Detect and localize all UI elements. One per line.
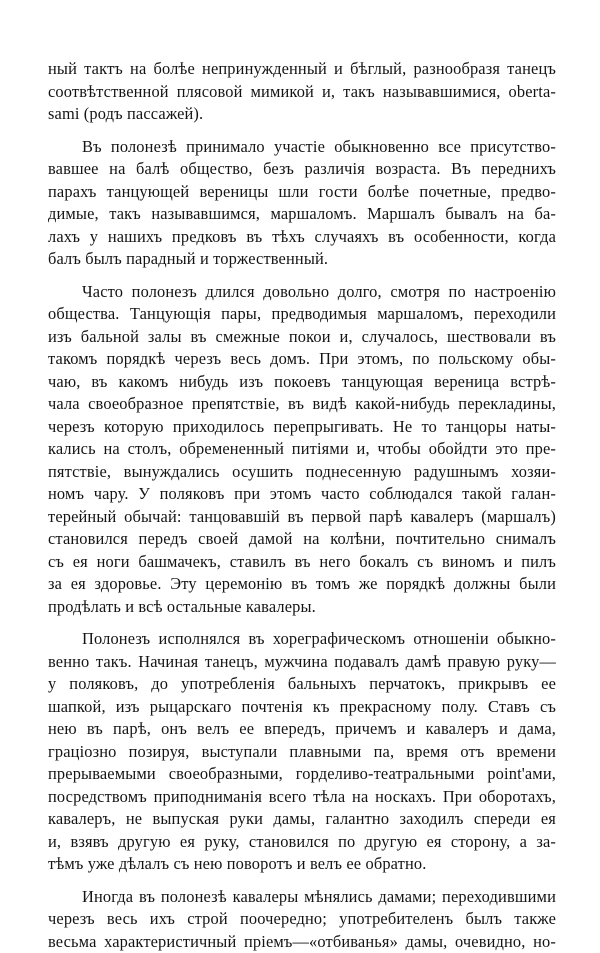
text-line: кавалеръ, не выпуская руки дамы, галантно заходилъ спереди ея [48, 808, 556, 831]
text-line: терейный обычай: танцовавшій въ первой парѣ кавалеръ (маршалъ) [48, 506, 556, 529]
paragraph-5 [48, 886, 556, 953]
paragraph-4 [48, 628, 556, 876]
text-line: димые, такъ называвшимся, маршаломъ. Маршалъ бывалъ на ба- [48, 203, 556, 226]
text-line: съ ея ноги башмачекъ, ставилъ въ него бокалъ съ виномъ и пилъ [48, 551, 556, 574]
text-line: чала своеобразное препятствіе, въ видѣ какой-нибудь перекладины, [48, 393, 556, 416]
text-line: и, взявъ другую ея руку, становился по другую ея сторону, а за- [48, 831, 556, 854]
text-line: шапкой, изъ рыцарскаго почтенія къ прекрасному полу. Ставъ съ [48, 696, 556, 719]
text-line: тѣмъ уже дѣлалъ съ нею поворотъ и велъ ее обратно. [48, 853, 556, 876]
paragraph-2 [48, 136, 556, 271]
text-line: такомъ порядкѣ черезъ весь домъ. При этомъ, по польскому обы- [48, 348, 556, 371]
text-line: вавшее на балѣ общество, безъ различія возраста. Въ переднихъ [48, 158, 556, 181]
text-line: балъ былъ парадный и торжественный. [48, 248, 556, 271]
text-line: граціозно позируя, выступали плавными па, время отъ времени [48, 741, 556, 764]
book-page [48, 58, 556, 953]
text-line: ный тактъ на болѣе непринужденный и бѣглый, разнообразя танецъ [48, 58, 556, 81]
text-line: Иногда въ полонезѣ кавалеры мѣнялись дамами; переходившими [48, 886, 556, 909]
text-line: черезъ весь ихъ строй поочередно; употребителенъ былъ также [48, 908, 556, 931]
text-line: соотвѣтственной плясовой мимикой и, такъ называвшимися, oberta- [48, 81, 556, 104]
paragraph-3 [48, 281, 556, 619]
text-line: sami (родъ пассажей). [48, 103, 556, 126]
text-line: лахъ у нашихъ предковъ въ тѣхъ случаяхъ въ особенности, когда [48, 226, 556, 249]
text-line: номъ чару. У поляковъ при этомъ часто соблюдался такой галан- [48, 483, 556, 506]
text-line: Полонезъ исполнялся въ хореграфическомъ отношеніи обыкно- [48, 628, 556, 651]
text-line: Въ полонезѣ принимало участіе обыкновенно все присутство- [48, 136, 556, 159]
text-line: у поляковъ, до употребленія бальныхъ перчатокъ, прикрывъ ее [48, 673, 556, 696]
text-line: продѣлать и всѣ остальные кавалеры. [48, 596, 556, 619]
text-line: общества. Танцующія пары, предводимыя маршаломъ, переходили [48, 303, 556, 326]
text-line: венно такъ. Начиная танецъ, мужчина подавалъ дамѣ правую руку— [48, 651, 556, 674]
text-line: прерываемыми своеобразными, горделиво-театральными point'ами, [48, 763, 556, 786]
text-line: за ея здоровье. Эту церемонію въ томъ же порядкѣ должны были [48, 573, 556, 596]
text-line: пятствіе, вынуждались осушить поднесенную радушнымъ хозяи- [48, 461, 556, 484]
text-line: чаю, въ какомъ нибудь изъ покоевъ танцующая вереница встрѣ- [48, 371, 556, 394]
text-line: черезъ которую приходилось перепрыгивать. Не то танцоры наты- [48, 416, 556, 439]
text-line: нею въ парѣ, онъ велъ ее впередъ, причемъ и кавалеръ и дама, [48, 718, 556, 741]
text-line: становился передъ своей дамой на колѣни, почтительно снималъ [48, 528, 556, 551]
text-line: весьма характеристичный пріемъ—«отбиванья» дамы, очевидно, но- [48, 931, 556, 953]
text-line: Часто полонезъ длился довольно долго, смотря по настроенію [48, 281, 556, 304]
text-line: изъ бальной залы въ смежные покои и, случалось, шествовали въ [48, 326, 556, 349]
text-line: кались на столъ, обремененный питіями и, чтобы обойдти это пре- [48, 438, 556, 461]
text-line: посредствомъ приподниманія всего тѣла на носкахъ. При оборотахъ, [48, 786, 556, 809]
text-line: парахъ танцующей вереницы шли гости болѣе почетные, предво- [48, 181, 556, 204]
paragraph-1 [48, 58, 556, 126]
